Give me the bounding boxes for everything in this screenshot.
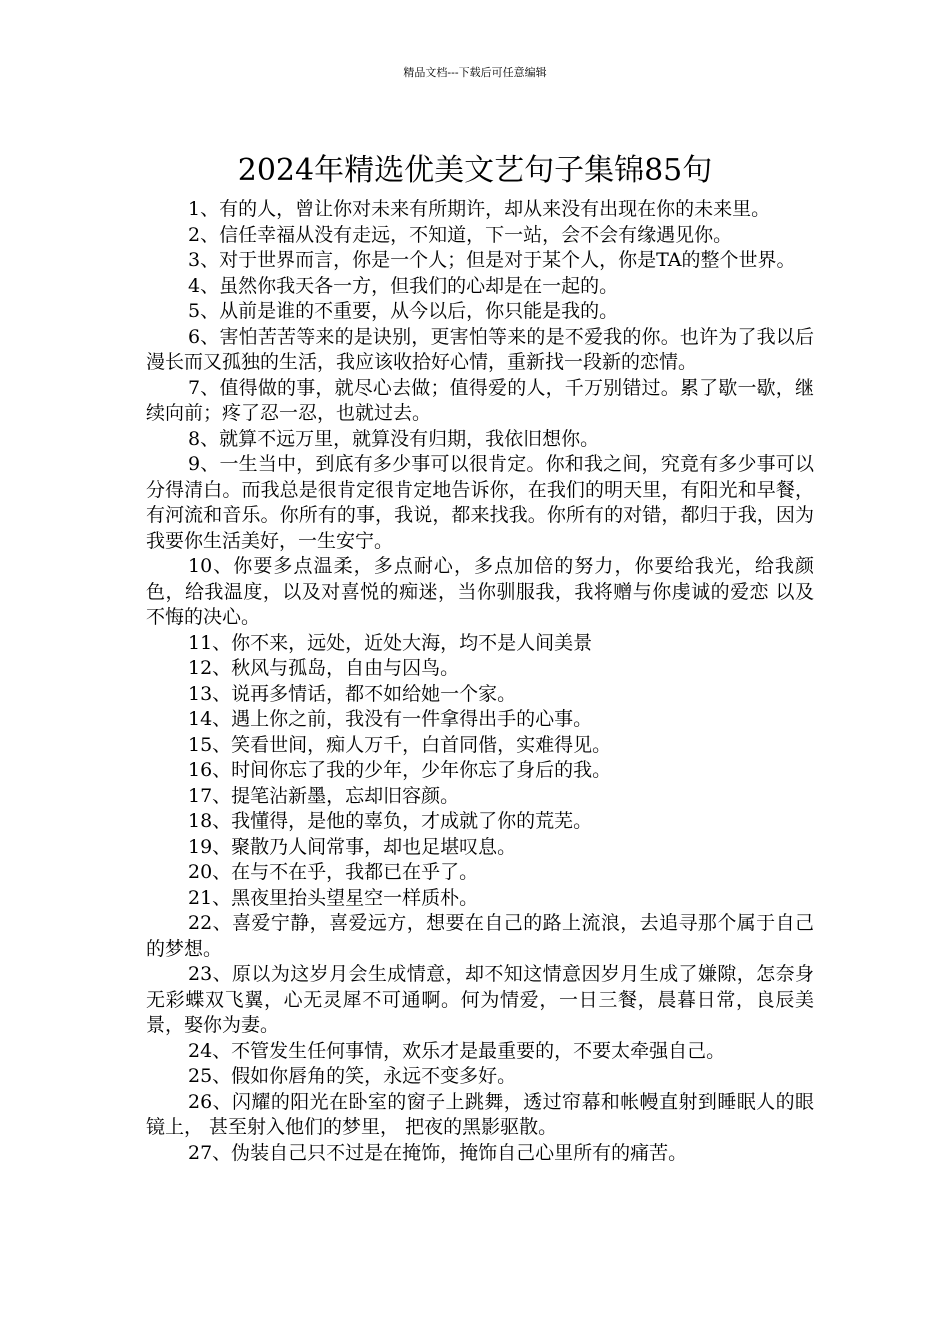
quote-paragraph: 5、从前是谁的不重要，从今以后，你只能是我的。 bbox=[188, 300, 619, 322]
quote-paragraph: 27、伪装自己只不过是在掩饰，掩饰自己心里所有的痛苦。 bbox=[188, 1141, 688, 1164]
quote-paragraph: 12、秋风与孤岛，自由与囚鸟。 bbox=[188, 657, 460, 679]
quote-paragraph: 22、喜爱宁静，喜爱远方，想要在自己的路上流浪，去追寻那个属于自己的梦想。 bbox=[146, 912, 814, 960]
quote-paragraph: 20、在与不在乎，我都已在乎了。 bbox=[188, 861, 479, 883]
quote-paragraph: 19、聚散乃人间常事，却也足堪叹息。 bbox=[188, 835, 517, 858]
quote-paragraph: 18、我懂得，是他的辜负，才成就了你的荒芜。 bbox=[188, 810, 593, 832]
quote-paragraph: 11、你不来，远处，近处大海，均不是人间美景 bbox=[188, 631, 593, 654]
quote-paragraph: 1、有的人，曾让你对未来有所期许，却从来没有出现在你的未来里。 bbox=[188, 198, 771, 220]
page-header: 精品文档---下载后可任意编辑 bbox=[403, 66, 547, 79]
quote-paragraph: 17、提笔沾新墨，忘却旧容颜。 bbox=[188, 784, 460, 807]
quote-paragraph: 7、值得做的事，就尽心去做；值得爱的人，千万别错过。累了歇一歇，继续向前；疼了忍一忍，也就过去。 bbox=[146, 376, 814, 424]
quote-paragraph: 14、遇上你之前，我没有一件拿得出手的心事。 bbox=[188, 708, 593, 730]
quote-paragraph: 10、你要多点温柔，多点耐心，多点加倍的努力，你要给我光，给我颜色，给我温度，以及对喜悦的痴迷，当你驯服我，我将赠与你虔诚的爱恋 以及不悔的决心。 bbox=[146, 555, 814, 628]
quote-paragraph: 4、虽然你我天各一方，但我们的心却是在一起的。 bbox=[188, 274, 619, 297]
quote-paragraph: 9、一生当中，到底有多少事可以很肯定。你和我之间，究竟有多少事可以分得清白。而我总是很肯定很肯定地告诉你，在我们的明天里，有阳光和早餐，有河流和音乐。你所有的事，我说，都来找我。你所有的对错，都归于我，因为我要你生活美好，一生安宁。 bbox=[146, 453, 814, 552]
quote-paragraph: 23、原以为这岁月会生成情意，却不知这情意因岁月生成了嫌隙，怎奈身无彩蝶双飞翼，心无灵犀不可通啊。何为情爱，一日三餐，晨暮日常，良辰美景，娶你为妻。 bbox=[146, 963, 814, 1036]
quote-paragraph: 21、黑夜里抬头望星空一样质朴。 bbox=[188, 886, 479, 909]
quote-paragraph: 13、说再多情话，都不如给她一个家。 bbox=[188, 682, 517, 705]
quote-paragraph: 3、对于世界而言，你是一个人；但是对于某个人，你是TA的整个世界。 bbox=[188, 249, 796, 271]
quote-paragraph: 15、笑看世间，痴人万千，白首同偕，实难得见。 bbox=[188, 733, 612, 756]
document-title: 2024年精选优美文艺句子集锦85句 bbox=[237, 153, 713, 189]
quote-paragraph: 6、害怕苦苦等来的是诀别，更害怕等来的是不爱我的你。也许为了我以后漫长而又孤独的生活，我应该收拾好心情，重新找一段新的恋情。 bbox=[146, 325, 814, 373]
quote-paragraph: 26、闪耀的阳光在卧室的窗子上跳舞，透过帘幕和帐幔直射到睡眠人的眼镜上， 甚至射入他们的梦里， 把夜的黑影驱散。 bbox=[146, 1090, 814, 1138]
quote-paragraph: 16、时间你忘了我的少年，少年你忘了身后的我。 bbox=[188, 759, 612, 781]
document-body bbox=[146, 197, 814, 1166]
quote-paragraph: 25、假如你唇角的笑，永远不变多好。 bbox=[188, 1065, 517, 1087]
quote-paragraph: 2、信任幸福从没有走远，不知道，下一站，会不会有缘遇见你。 bbox=[188, 223, 733, 246]
quote-paragraph: 24、不管发生任何事情，欢乐才是最重要的，不要太牵强自己。 bbox=[188, 1039, 726, 1062]
quote-paragraph: 8、就算不远万里，就算没有归期，我依旧想你。 bbox=[188, 427, 600, 450]
